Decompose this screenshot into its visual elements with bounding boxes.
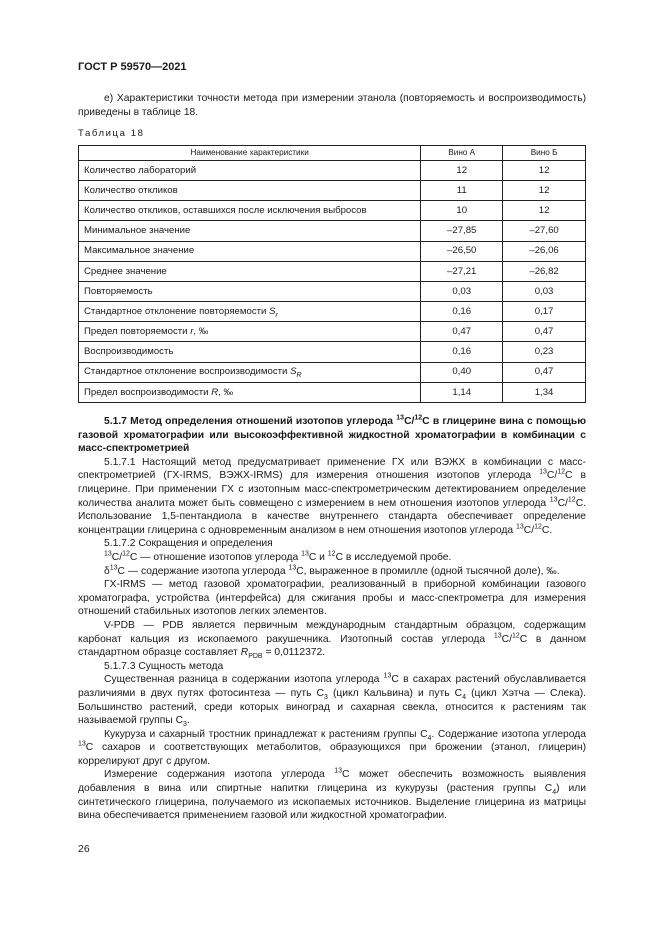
row-value-a: 0,40 [421,362,503,382]
text: С/ [111,551,123,563]
text: С, выраженное в промилле (одной тысячной доле), ‰. [296,565,560,577]
text: = 0,0112372. [262,647,326,659]
row-name [79,382,421,402]
superscript: 12 [122,550,130,558]
text: (цикл Хэтча — Слека). Большинство растений, среди которых виноград и сахарная свекла, относится к растениям так называемой группы С [78,687,586,727]
row-name-symbol: S [290,366,297,378]
superscript: 13 [493,632,502,640]
text: δ [104,565,110,577]
row-value-b: 1,34 [503,382,586,402]
text: С в данном стандартном образце составляет [78,633,586,659]
document-header: ГОСТ Р 59570—2021 [78,61,187,73]
subscript: 4 [552,789,557,797]
intro-paragraph [78,92,586,119]
intro-line-1: е) Характеристики точности метода при измерении этанола (повторяемость и воспроизводимость) [104,93,586,104]
superscript: 13 [396,414,405,422]
text: Кукуруза и сахарный тростник принадлежат к растениям группы С [104,728,428,740]
section-title-part: 5.1.7 Метод определения отношений изотопов углерода [104,416,397,428]
row-name: Среднее значение [79,261,421,281]
subscript: 4 [427,734,432,742]
text: 5.1.7.1 Настоящий метод предусматривает применение ГХ или ВЭЖХ в комбинации с масс-спектрометрией (ГХ-IRMS, ВЭЖХ-IRMS) для измерения отношения изотопов углерода [78,456,586,482]
subscript: PDB [248,653,263,661]
symbol: R [240,647,249,659]
header-wine-a: Вино А [421,145,503,160]
text: С — отношение изотопов углерода [129,551,302,563]
row-value-a: 10 [421,201,503,221]
table-row [79,201,586,221]
row-name-text: Стандартное отклонение повторяемости [84,305,270,317]
text: С/ [523,524,535,536]
table-row [79,241,586,261]
paragraph-5-1-7-3: 5.1.7.3 Сущность метода [104,660,224,672]
row-name-symbol: S [269,305,276,317]
text: . Содержание изотопа углерода [431,728,586,740]
row-name-text: Предел повторяемости [84,326,191,338]
row-value-a: 0,03 [421,281,503,301]
superscript: 13 [301,550,309,558]
superscript: 12 [567,496,576,504]
superscript: 12 [511,632,520,640]
row-value-b: –26,82 [503,261,586,281]
superscript: 13 [383,672,392,680]
paragraph-5-1-7-2: 5.1.7.2 Сокращения и определения [104,538,273,550]
row-name-text: Стандартное отклонение воспроизводимости [84,366,291,378]
row-name: Количество откликов [79,180,421,200]
superscript: 12 [557,468,566,476]
row-value-b: 12 [503,201,586,221]
row-value-a: 1,14 [421,382,503,402]
table-row [79,221,586,241]
table-row [79,362,586,382]
subscript: 3 [323,693,328,701]
text: С в исследуемой пробе. [335,551,452,563]
superscript: 13 [104,550,112,558]
row-name-unit: , ‰ [218,386,234,398]
text: С в сахарах растений обуславливается различиями в двух путях фотосинтеза — путь С [78,674,586,699]
row-value-a: –27,85 [421,221,503,241]
definition-ratio [78,551,586,565]
text: С. Использование 1,5-пентандиола в качестве внутреннего стандарта обеспечивает определение концентрации глицерина с одновременным анализом в нем отношения изотопов углерода [78,497,586,536]
superscript: 12 [534,523,542,531]
superscript: 13 [109,564,118,572]
superscript: 13 [78,740,86,748]
row-value-b: 12 [503,180,586,200]
section-title-part: С/ [404,416,415,428]
text: V-PDB — PDB является первичным международным стандартным образцом, содержащим карбонат кальция из ископаемого ракушечника. Изотопный состав углерода [78,619,586,645]
row-name: Максимальное значение [79,241,421,261]
row-name: Воспроизводимость [79,342,421,362]
table-row [79,160,586,180]
table-row [79,382,586,402]
table-caption: Таблица 18 [78,128,145,140]
row-name [79,362,421,382]
row-value-a: –26,50 [421,241,503,261]
row-name-text: Предел воспроизводимости [84,386,212,398]
row-value-a: –27,21 [421,261,503,281]
row-value-b: –27,60 [503,221,586,241]
superscript: 13 [288,564,297,572]
row-value-b: –26,06 [503,241,586,261]
row-value-b: 0,47 [503,322,586,342]
definition-vpdb [78,619,586,660]
paragraph-5-1-7-1 [78,456,586,538]
row-name-unit: , ‰ [193,326,209,338]
row-value-b: 0,47 [503,362,586,382]
row-name-symbol: R [211,386,219,398]
subscript: 4 [462,693,467,701]
table-row [79,302,586,322]
page-content [78,92,586,823]
row-name: Количество лабораторий [79,160,421,180]
text: (цикл Кальвина) и путь С [327,687,463,699]
row-value-a: 0,16 [421,302,503,322]
text: С и [308,551,328,563]
text: С — содержание изотопа углерода [117,565,289,577]
table-row [79,342,586,362]
row-name: Повторяемость [79,281,421,301]
row-value-a: 0,16 [421,342,503,362]
row-value-a: 11 [421,180,503,200]
table-row [79,281,586,301]
superscript: 13 [515,523,524,531]
table-row [79,180,586,200]
text: С сахаров и соответствующих метаболитов, образующихся при брожении (этанол, глицерин) коррелируют друг с другом. [78,742,586,767]
intro-line-2: приведены в таблице 18. [78,106,199,118]
page-number: 26 [78,843,90,855]
row-value-a: 12 [421,160,503,180]
paragraph-measurement [78,768,586,822]
row-value-b: 0,03 [503,281,586,301]
row-value-b: 0,23 [503,342,586,362]
row-name-symbol: r [190,326,194,338]
text: С/ [546,470,558,482]
header-characteristic: Наименование характеристики [79,145,421,160]
row-name: Количество откликов, оставшихся после исключения выбросов [79,201,421,221]
paragraph-corn [78,728,586,769]
superscript: 13 [539,468,547,476]
text: Существенная разница в содержании изотопа углерода [104,674,384,686]
row-name-subscript: r [275,311,278,319]
text: С/ [501,633,512,645]
row-name [79,322,421,342]
superscript: 13 [549,496,558,504]
text: . [186,715,190,727]
table-header-row [79,145,586,160]
row-name [79,302,421,322]
section-title [78,415,586,456]
row-value-a: 0,47 [421,322,503,342]
definition-delta [78,565,586,579]
paragraph-photosynthesis [78,673,586,727]
row-name-subscript: R [296,372,302,380]
row-name: Минимальное значение [79,221,421,241]
text: С/ [557,497,568,509]
table-row [79,322,586,342]
definition-gc-irms: ГХ-IRMS — метод газовой хроматографии, реализованный в приборной комбинации газового хроматографа, устройства (интерфейса) для сжигания пробы и масс-спектрометра для измерения отношений стабильных изотопов легких элементов. [78,579,586,618]
row-value-b: 12 [503,160,586,180]
row-value-b: 0,17 [503,302,586,322]
superscript: 13 [334,768,343,776]
superscript: 12 [327,550,336,558]
header-wine-b: Вино Б [503,145,586,160]
text: С в глицерине. При применении ГХ с изотопным масс-спектрометрическим детектированием определение количества аналита может быть совмещено с измерением в нем отношения изотопов углерода [78,470,586,509]
section-title-part: С в глицерине вина с помощью газовой хроматографии или высокоэффективной жидкостной хроматографии в комбинации с масс-спектрометрией [78,416,586,455]
text: С может обеспечить возможность выявления добавления в вина или спиртные напитки глицерина из кукурузы (растения группы С [78,769,586,795]
text: Измерение содержания изотопа углерода [104,769,335,781]
text: ) или синтетического глицерина, получаемого из ископаемых источников. Выделение глицерина из матрицы вина обеспечивается применением газовой или жидкостной хроматографии. [78,783,586,822]
subscript: 3 [183,721,187,729]
table-row [79,261,586,281]
text: С. [541,524,553,536]
accuracy-table [78,145,586,403]
superscript: 12 [414,414,423,422]
